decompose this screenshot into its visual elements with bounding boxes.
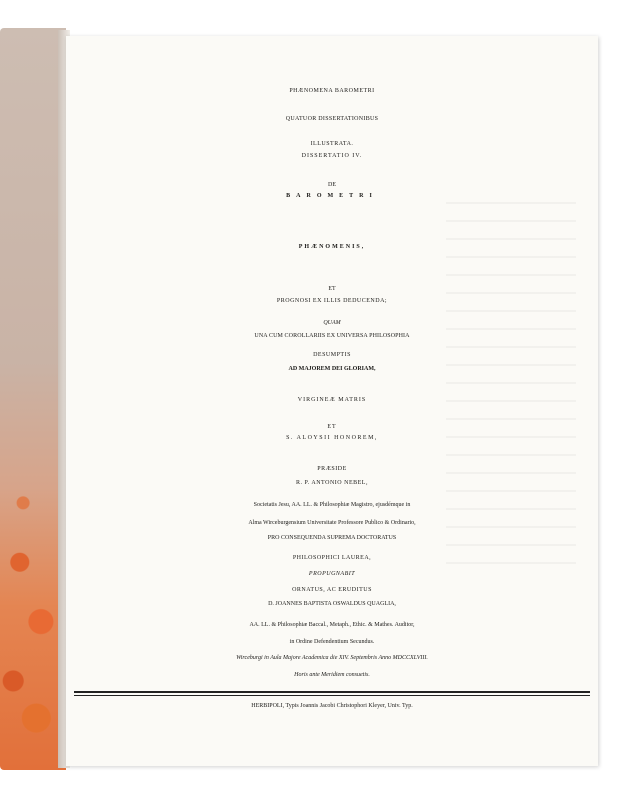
doctorate-line-2: PHILOSOPHICI LAUREA, xyxy=(292,555,372,561)
dedication-gloriam: AD MAJOREM DEI GLORIAM, xyxy=(288,366,376,372)
praeses-affiliation-1: Societatis Jesu, AA. LL. & Philosophiæ Magistro, ejusdémque in xyxy=(253,502,411,508)
main-title-barometri: BAROMETRI xyxy=(286,193,378,199)
title-et-1: ET xyxy=(328,286,336,292)
title-de: DE xyxy=(328,182,336,188)
title-et-2: ET xyxy=(327,424,337,430)
title-line-2: QUATUOR DISSERTATIONIBUS xyxy=(285,116,379,122)
respondent-name: D. JOANNES BAPTISTA OSWALDUS QUAGLIA, xyxy=(268,601,396,607)
praeses-name: R. P. ANTONIO NEBEL, xyxy=(296,480,368,486)
place-date: Wirceburgi in Aula Majore Academica die XIV. Septembris Anno MDCCXLVIII. xyxy=(236,655,428,661)
title-quam: QUAM xyxy=(323,320,341,326)
marbled-board xyxy=(0,28,66,770)
double-rule-bottom xyxy=(74,695,590,696)
dissertation-number: DISSERTATIO IV. xyxy=(301,153,363,159)
title-line-3: ILLUSTRATA. xyxy=(310,141,354,147)
double-rule-top xyxy=(74,691,590,693)
main-title-phaenomenis: PHÆNOMENIS, xyxy=(298,244,366,250)
subtitle-corollariis: UNA CUM COROLLARIIS EX UNIVERSA PHILOSOPHIA xyxy=(254,333,410,339)
show-through xyxy=(446,186,576,566)
propugnabit: PROPUGNABIT xyxy=(308,571,356,577)
subtitle-desumptis: DESUMPTIS xyxy=(313,352,351,358)
subtitle-prognosi: PROGNOSI EX ILLIS DEDUCENDA; xyxy=(276,298,388,304)
praeses-affiliation-2: Alma Wirceburgensium Universitate Professore Publico & Ordinario, xyxy=(248,520,416,526)
respondent-affiliation: AA. LL. & Philosophiæ Baccal., Metaph., Ethic. & Mathes. Auditor, xyxy=(249,622,415,628)
imprint: HERBIPOLI, Typis Joannis Jacobi Christophori Kleyer, Univ. Typ. xyxy=(251,703,413,709)
doctorate-line-1: PRO CONSEQUENDA SUPREMA DOCTORATUS xyxy=(267,535,397,541)
ornatus-line: ORNATUS, AC ERUDITUS xyxy=(292,587,372,593)
praeside-label: PRÆSIDE xyxy=(317,466,347,472)
respondent-order: in Ordine Defendentium Secundus. xyxy=(289,639,375,645)
dedication-matris: VIRGINEÆ MATRIS xyxy=(297,397,367,403)
title-line-1: PHÆNOMENA BAROMETRI xyxy=(289,88,375,94)
title-page xyxy=(66,36,598,766)
dedication-aloysii: S. ALOYSII HONOREM, xyxy=(286,435,378,441)
hours-line: Horis ante Meridiem consuetis. xyxy=(294,672,370,678)
